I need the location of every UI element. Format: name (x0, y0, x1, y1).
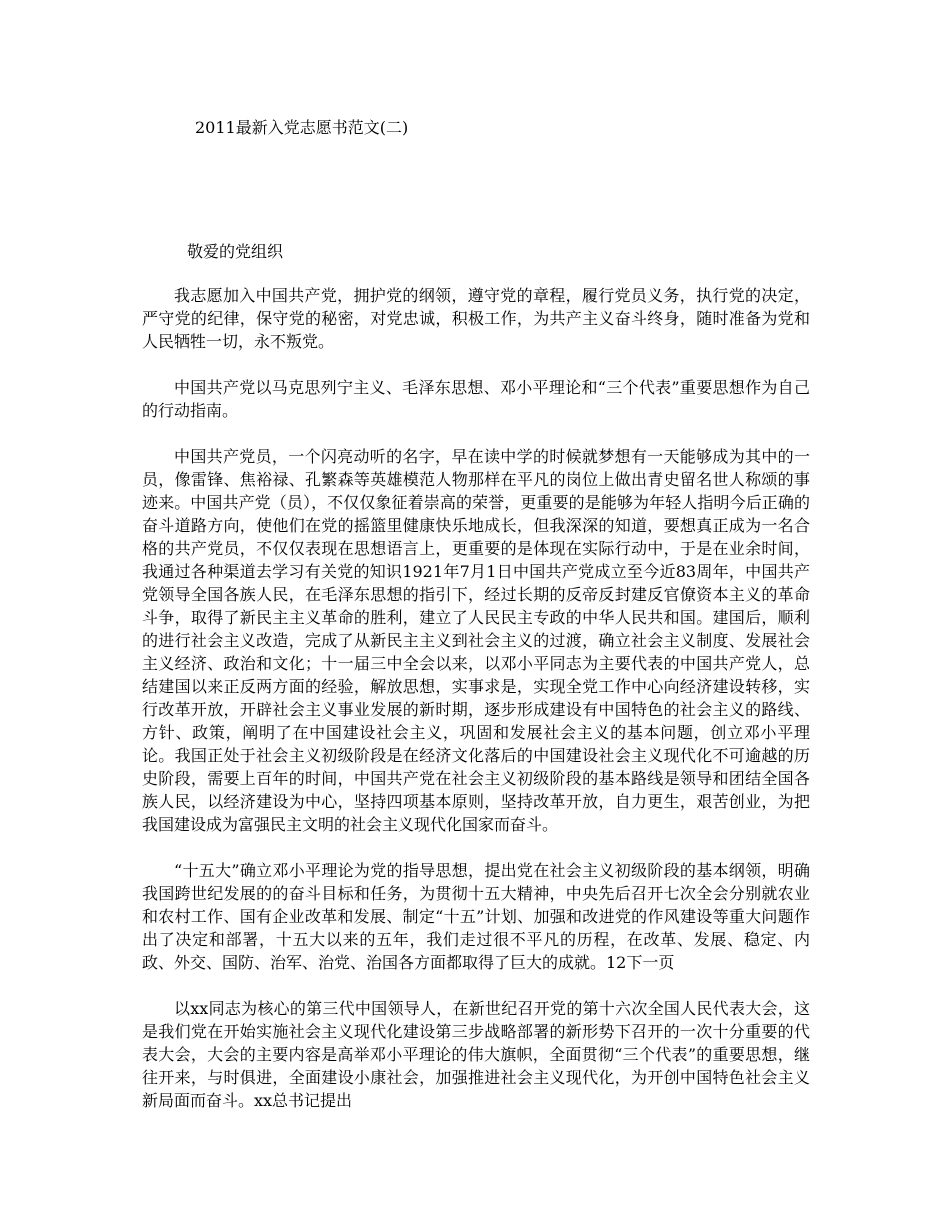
paragraph-fifteenth-congress: “十五大”确立邓小平理论为党的指导思想，提出党在社会主义初级阶段的基本纲领，明确我国跨世纪发展的的奋斗目标和任务，为贯彻十五大精神，中央先后召开七次全会分别就农业和农村工作、国有企业改革和发展、制定“十五”计划、加强和改进党的作风建设等重大问题作出了决定和部署，十五大以来的五年，我们走过很不平凡的历程，在改革、发展、稳定、内政、外交、国防、治军、治党、治国各方面都取得了巨大的成就。12下一页 (142, 861, 810, 972)
document-body (142, 284, 810, 1135)
paragraph-guiding-ideology: 中国共产党以马克思列宁主义、毛泽东思想、邓小平理论和“三个代表”重要思想作为自己的行动指南。 (142, 378, 810, 420)
paragraph-sixteenth-congress: 以xx同志为核心的第三代中国领导人，在新世纪召开党的第十六次全国人民代表大会，这是我们党在开始实施社会主义现代化建设第三步战略部署的新形势下召开的一次十分重要的代表大会，大会的主要内容是高举邓小平理论的伟大旗帜，全面贯彻“三个代表”的重要思想，继往开来，与时俱进，全面建设小康社会，加强推进社会主义现代化，为开创中国特色社会主义新局面而奋斗。xx总书记提出 (142, 999, 810, 1110)
paragraph-party-history: 中国共产党员，一个闪亮动听的名字，早在读中学的时候就梦想有一天能够成为其中的一员，像雷锋、焦裕禄、孔繁森等英雄模范人物那样在平凡的岗位上做出青史留名世人称颂的事迹来。中国共产党（员），不仅仅象征着崇高的荣誉，更重要的是能够为年轻人指明今后正确的奋斗道路方向，使他们在党的摇篮里健康快乐地成长，但我深深的知道，要想真正成为一名合格的共产党员，不仅仅表现在思想语言上，更重要的是体现在实际行动中，于是在业余时间，我通过各种渠道去学习有关党的知识1921年7月1日中国共产党成立至今近83周年，中国共产党领导全国各族人民，在毛泽东思想的指引下，经过长期的反帝反封建反官僚资本主义的革命斗争，取得了新民主主义革命的胜利，建立了人民民主专政的中华人民共和国。建国后，顺利的进行社会主义改造，完成了从新民主主义到社会主义的过渡，确立社会主义制度、发展社会主义经济、政治和文化；十一届三中全会以来，以邓小平同志为主要代表的中国共产党人，总结建国以来正反两方面的经验，解放思想，实事求是，实现全党工作中心向经济建设转移，实行改革开放，开辟社会主义事业发展的新时期，逐步形成建设有中国特色的社会主义的路线、方针、政策，阐明了在中国建设社会主义，巩固和发展社会主义的基本问题，创立邓小平理论。我国正处于社会主义初级阶段是在经济文化落后的中国建设社会主义现代化不可逾越的历史阶段，需要上百年的时间，中国共产党在社会主义初级阶段的基本路线是领导和团结全国各族人民，以经济建设为中心，坚持四项基本原则，坚持改革开放，自力更生，艰苦创业，为把我国建设成为富强民主文明的社会主义现代化国家而奋斗。 (142, 447, 810, 834)
document-title: 2011最新入党志愿书范文(二) (195, 118, 409, 137)
paragraph-pledge: 我志愿加入中国共产党，拥护党的纲领，遵守党的章程，履行党员义务，执行党的决定，严守党的纪律，保守党的秘密，对党忠诚，积极工作，为共产主义奋斗终身，随时准备为党和人民牺牲一切，永不叛党。 (142, 286, 810, 351)
salutation: 敬爱的党组织 (187, 242, 284, 261)
